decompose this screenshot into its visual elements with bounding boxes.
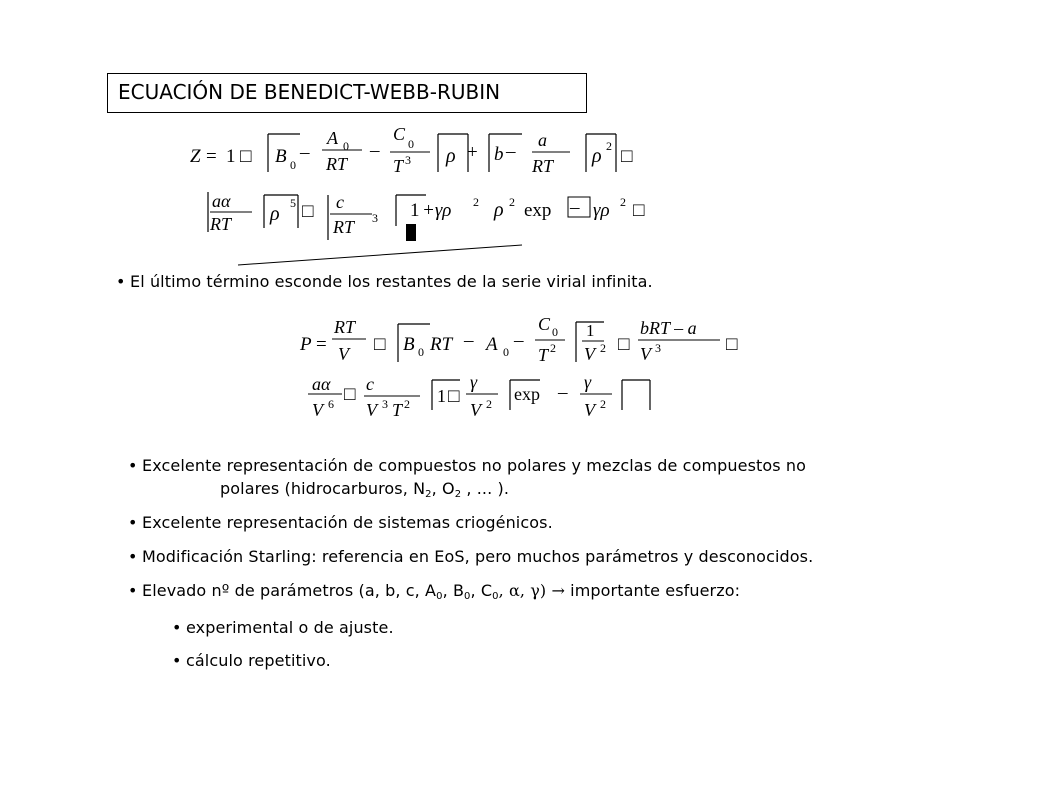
- z-t-exp: 3: [405, 153, 411, 167]
- equation-z-row2: [208, 191, 645, 265]
- separator-line: [238, 245, 522, 265]
- p2-exp: exp: [514, 384, 540, 404]
- p-t-exp: 2: [550, 341, 556, 355]
- equation-p-row1: [299, 314, 738, 365]
- bullet-dot: •: [116, 272, 126, 291]
- bullet-3: [128, 547, 813, 567]
- z2-box-1: □: [302, 201, 314, 222]
- p-rt-1: RT: [334, 317, 356, 337]
- o2-subscript: 2: [454, 489, 462, 500]
- p2-one: 1: [437, 386, 446, 406]
- p-v-1: V: [338, 344, 349, 364]
- bullet-dot: •: [128, 547, 138, 566]
- p-v2: V: [584, 344, 595, 364]
- p2-gamma-1: γ: [470, 372, 478, 392]
- z2-one: 1: [410, 200, 420, 221]
- p-box-3: □: [726, 334, 738, 355]
- bullet-virial: [116, 272, 653, 292]
- z-rho-1: ρ: [446, 145, 456, 167]
- equation-p-row2: [308, 372, 650, 420]
- z-c0-sub: 0: [408, 137, 414, 151]
- z2-minus: –: [570, 197, 580, 218]
- sub-bullet-1: [172, 618, 394, 638]
- z2-plus-gamma: +γρ: [422, 200, 452, 221]
- z2-c: c: [336, 192, 344, 212]
- p-rt-2: RT: [430, 334, 453, 355]
- p-minus-2: –: [514, 330, 524, 351]
- z2-box-2: □: [633, 200, 645, 221]
- p-v3-exp: 3: [655, 341, 661, 355]
- z2-rho2: ρ: [494, 199, 504, 221]
- p-v3: V: [640, 344, 651, 364]
- page-title: ECUACIÓN DE BENEDICT-WEBB-RUBIN: [107, 73, 587, 113]
- p-minus-1: –: [464, 330, 474, 351]
- p-a0-sub: 0: [503, 345, 509, 359]
- bullet-3-text: Modificación Starling: referencia en EoS, pero muchos parámetros y desconocidos.: [142, 547, 814, 566]
- p2-gamma-2: γ: [584, 372, 592, 392]
- bullet-4: [128, 581, 740, 601]
- z-box-2: □: [621, 146, 633, 167]
- bullet-4-b: , B: [442, 581, 465, 600]
- equation-z-row1: [190, 124, 633, 176]
- bullet-dot: •: [172, 618, 182, 637]
- bullet-4-greek: , α, γ): [498, 581, 552, 600]
- z2-exp2-c: 2: [620, 195, 626, 209]
- z2-rt: RT: [210, 214, 232, 234]
- bullet-4-c: , C: [470, 581, 493, 600]
- bullet-1-continuation: [220, 479, 509, 499]
- p-brt-a: bRT – a: [640, 318, 697, 338]
- p-a0: A: [486, 334, 498, 355]
- sub-bullet-2: [172, 651, 331, 671]
- z-a0-sub: 0: [343, 139, 349, 153]
- p2-box-2: □: [448, 386, 460, 407]
- p2-v3: V: [366, 400, 377, 420]
- z2-rho: ρ: [270, 203, 280, 225]
- z-rho-2: ρ: [592, 145, 602, 167]
- p2-v2-1-exp: 2: [486, 397, 492, 411]
- bullet-1-text: Excelente representación de compuestos no polares y mezclas de compuestos no: [142, 456, 807, 475]
- p2-v6: V: [312, 400, 323, 420]
- p2-minus: –: [558, 382, 568, 403]
- z-minus-2: –: [370, 140, 380, 161]
- black-block: [406, 224, 416, 241]
- arrow-right-icon: →: [551, 581, 565, 600]
- p-t: T: [538, 345, 549, 365]
- p2-v3-exp: 3: [382, 397, 388, 411]
- z-box-1: □: [240, 146, 252, 167]
- p2-t2: T: [392, 400, 403, 420]
- z-equals: =: [206, 146, 217, 167]
- p2-a-alpha: aα: [312, 374, 331, 394]
- z-rt-2: RT: [532, 156, 554, 176]
- bullet-4-post: importante esfuerzo:: [564, 581, 741, 600]
- a0-subscript: 0: [436, 591, 443, 602]
- z2-a-alpha: aα: [212, 191, 231, 211]
- bullet-virial-text: El último término esconde los restantes de la serie virial infinita.: [130, 272, 653, 291]
- bullet-1-end: , ... ).: [461, 479, 510, 498]
- p-box-1: □: [374, 334, 386, 355]
- z2-gamma-rho: γρ: [593, 200, 610, 221]
- p2-box-1: □: [344, 384, 356, 405]
- p2-c: c: [366, 374, 374, 394]
- z2-exp2-a: 2: [473, 195, 479, 209]
- z-b0-sub: 0: [290, 158, 296, 172]
- p2-v2-2: V: [584, 400, 595, 420]
- bullet-1: [128, 456, 806, 476]
- z-a: a: [538, 130, 547, 150]
- z-a0: A: [327, 128, 338, 148]
- bullet-1-mid: , O: [431, 479, 455, 498]
- sub-bullet-1-text: experimental o de ajuste.: [186, 618, 394, 637]
- bullet-4-text: Elevado nº de parámetros (a, b, c, A: [142, 581, 437, 600]
- bullet-2: [128, 513, 553, 533]
- p-c0: C: [538, 314, 551, 334]
- p-c0-sub: 0: [552, 325, 558, 339]
- z2-rt3: RT: [333, 217, 355, 237]
- p-v2-exp: 2: [600, 341, 606, 355]
- bullet-dot: •: [128, 456, 138, 475]
- bullet-dot: •: [128, 581, 138, 600]
- bullet-dot: •: [128, 513, 138, 532]
- z-rho-2-exp: 2: [606, 139, 612, 153]
- z-minus-1: –: [300, 142, 310, 163]
- z-one: 1: [226, 146, 236, 167]
- z-t: T: [393, 156, 404, 176]
- p-b0: B: [403, 334, 415, 355]
- z2-exp: exp: [524, 200, 552, 221]
- p2-v2-2-exp: 2: [600, 397, 606, 411]
- bullet-1-line2-text: polares (hidrocarburos, N: [220, 479, 426, 498]
- z-plus: +: [467, 142, 478, 163]
- z-c0: C: [393, 124, 406, 144]
- z2-exp2-b: 2: [509, 195, 515, 209]
- z2-rt3-exp: 3: [372, 211, 378, 225]
- z-minus-3: –: [506, 141, 516, 162]
- p-b0-sub: 0: [418, 345, 424, 359]
- b0-subscript: 0: [464, 591, 471, 602]
- n2-subscript: 2: [425, 489, 432, 500]
- z-symbol: Z: [190, 146, 201, 167]
- bullet-dot: •: [172, 651, 182, 670]
- p-box-2: □: [618, 334, 630, 355]
- p-one-1: 1: [586, 321, 595, 340]
- p2-v2-1: V: [470, 400, 481, 420]
- p-equals: =: [316, 334, 327, 355]
- z2-rho-exp: 5: [290, 196, 296, 210]
- z-b: b: [494, 144, 504, 165]
- z-rt-1: RT: [326, 154, 348, 174]
- sub-bullet-2-text: cálculo repetitivo.: [186, 651, 331, 670]
- p2-v6-exp: 6: [328, 397, 334, 411]
- p-symbol: P: [300, 334, 312, 355]
- bullet-2-text: Excelente representación de sistemas criogénicos.: [142, 513, 553, 532]
- z-b0: B: [275, 146, 287, 167]
- p2-t2-exp: 2: [404, 397, 410, 411]
- c0-subscript: 0: [492, 591, 499, 602]
